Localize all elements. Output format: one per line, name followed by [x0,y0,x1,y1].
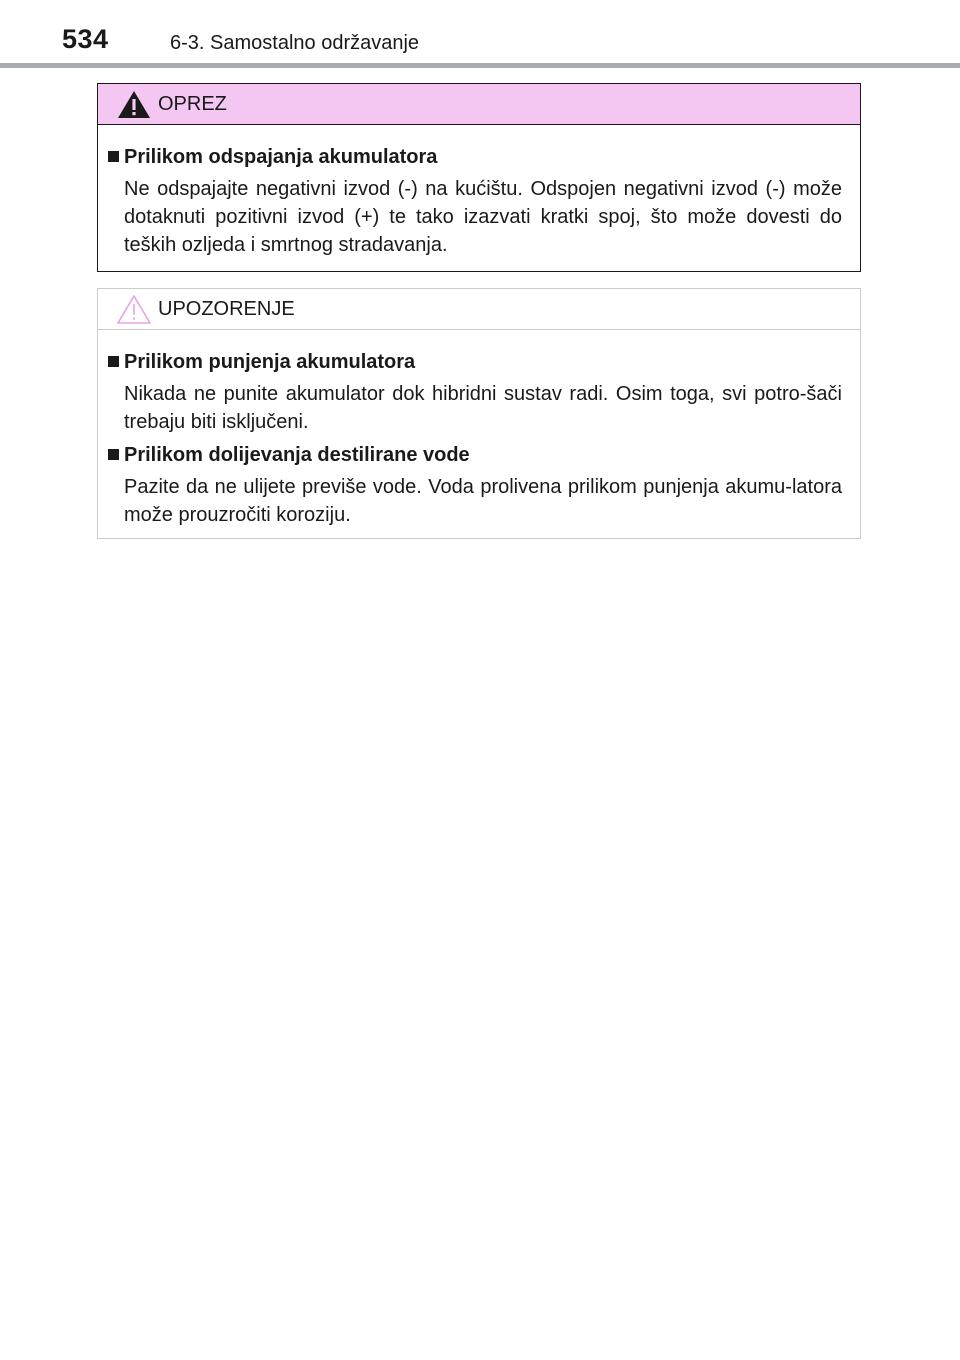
square-bullet-icon [108,356,119,367]
notice-item-text: Pazite da ne ulijete previše vode. Voda prolivena prilikom punjenja akumu-latora može prouzročiti koroziju. [124,476,842,526]
header-divider [0,63,960,68]
warning-filled-icon [116,88,152,120]
page-header [0,0,960,68]
notice-item-title-text: Prilikom dolijevanja destilirane vode [124,444,470,466]
caution-box-header [98,84,860,125]
notice-item-title [106,442,842,468]
notice-label: UPOZORENJE [158,298,295,320]
caution-label: OPREZ [158,93,227,115]
notice-box [97,288,861,539]
warning-outline-icon [116,293,152,325]
notice-item-text: Nikada ne punite akumulator dok hibridni sustav radi. Osim toga, svi potro-šači trebaju biti isključeni. [124,383,842,433]
notice-item-title [106,349,842,375]
caution-box-body [98,125,860,259]
page-number: 534 [62,24,109,54]
caution-item-title [106,144,842,170]
caution-box [97,83,861,272]
caution-item-text: Ne odspajajte negativni izvod (-) na kućištu. Odspojen negativni izvod (-) može dotaknuti pozitivni izvod (+) te tako izazvati kratki spoj, što može dovesti do teških ozljeda i smrtnog stradavanja. [124,178,842,256]
caution-item-title-text: Prilikom odspajanja akumulatora [124,146,438,168]
section-title: 6-3. Samostalno održavanje [170,32,420,54]
notice-item-title-text: Prilikom punjenja akumulatora [124,351,416,373]
square-bullet-icon [108,151,119,162]
square-bullet-icon [108,449,119,460]
notice-box-header [98,289,860,330]
notice-box-body [98,330,860,529]
